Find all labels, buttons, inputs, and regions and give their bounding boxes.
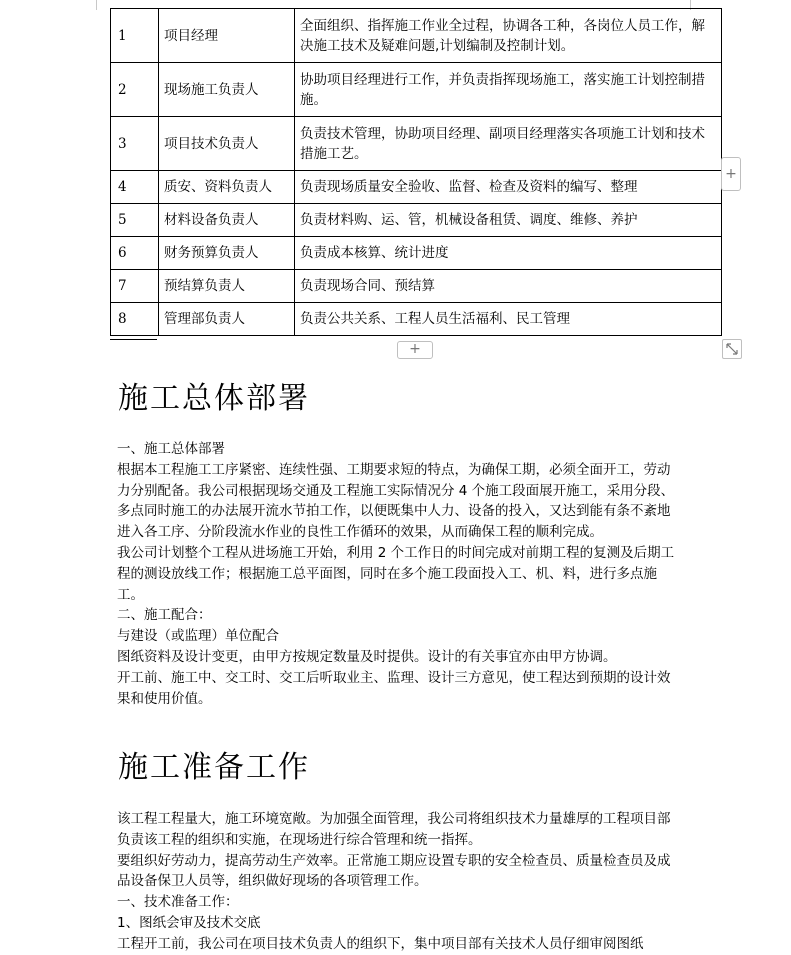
table-resize-handle[interactable] bbox=[722, 339, 742, 359]
page-margin-mark-left bbox=[96, 0, 97, 10]
row-number[interactable]: 5 bbox=[111, 204, 159, 237]
row-number[interactable]: 3 bbox=[111, 117, 159, 171]
subheading: 一、技术准备工作： bbox=[117, 894, 239, 911]
row-number[interactable]: 6 bbox=[111, 237, 159, 270]
role-title[interactable]: 项目经理 bbox=[159, 9, 295, 63]
table-row bbox=[111, 9, 722, 63]
table-row bbox=[111, 303, 722, 336]
subheading: 一、施工总体部署 bbox=[117, 441, 225, 457]
add-row-button[interactable]: + bbox=[397, 341, 433, 359]
role-title[interactable]: 质安、资料负责人 bbox=[159, 171, 295, 204]
role-title[interactable]: 财务预算负责人 bbox=[159, 237, 295, 270]
role-duty[interactable]: 负责成本核算、统计进度 bbox=[295, 237, 722, 270]
table-row bbox=[111, 237, 722, 270]
role-duty[interactable]: 协助项目经理进行工作，并负责指挥现场施工，落实施工计划控制措施。 bbox=[295, 63, 722, 117]
role-duty[interactable]: 负责现场合同、预结算 bbox=[295, 270, 722, 303]
row-number[interactable]: 4 bbox=[111, 171, 159, 204]
subheading: 1、图纸会审及技术交底 bbox=[117, 914, 261, 931]
role-duty[interactable]: 全面组织、指挥施工作业全过程，协调各工种，各岗位人员工作，解决施工技术及疑难问题,计划编制及控制计划。 bbox=[295, 9, 722, 63]
table-row bbox=[111, 204, 722, 237]
section-heading-preparation: 施工准备工作 bbox=[118, 750, 310, 785]
body-paragraph: 该工程工程量大，施工环境宽敞。为加强全面管理，我公司将组织技术力量雄厚的工程项目部负责该工程的组织和实施，在现场进行综合管理和统一指挥。 bbox=[117, 811, 671, 848]
body-paragraph: 开工前、施工中、交工时、交工后听取业主、监理、设计三方意见，使工程达到预期的设计效果和使用价值。 bbox=[117, 669, 671, 707]
add-column-button[interactable]: + bbox=[721, 157, 741, 191]
body-paragraph: 要组织好劳动力，提高劳动生产效率。正常施工期应设置专职的安全检查员、质量检查员及成品设备保卫人员等，组织做好现场的各项管理工作。 bbox=[117, 852, 671, 890]
section-heading-deployment: 施工总体部署 bbox=[118, 381, 310, 416]
table-row bbox=[111, 270, 722, 303]
body-paragraph: 与建设（或监理）单位配合 bbox=[117, 628, 279, 645]
table-row bbox=[111, 117, 722, 171]
section-body-preparation bbox=[117, 809, 677, 955]
role-duty[interactable]: 负责公共关系、工程人员生活福利、民工管理 bbox=[295, 303, 722, 336]
role-title[interactable]: 材料设备负责人 bbox=[159, 204, 295, 237]
body-paragraph: 图纸资料及设计变更，由甲方按规定数量及时提供。设计的有关事宜亦由甲方协调。 bbox=[117, 648, 617, 665]
resize-arrows-icon bbox=[723, 340, 741, 358]
row-number[interactable]: 1 bbox=[111, 9, 159, 63]
role-duty[interactable]: 负责材料购、运、管，机械设备租赁、调度、维修、养护 bbox=[295, 204, 722, 237]
role-duty[interactable]: 负责现场质量安全验收、监督、检查及资料的编写、整理 bbox=[295, 171, 722, 204]
subheading: 二、施工配合： bbox=[117, 607, 212, 624]
table-row bbox=[111, 63, 722, 117]
body-paragraph: 我公司计划整个工程从进场施工开始，利用 2 个工作日的时间完成对前期工程的复测及后期工程的测设放线工作；根据施工总平面图，同时在多个施工段面投入工、机、料，进行多点施工。 bbox=[117, 544, 675, 603]
body-paragraph: 根据本工程施工工序紧密、连续性强、工期要求短的特点，为确保工期，必须全面开工，劳动力分别配备。我公司根据现场交通及工程施工实际情况分 4 个施工段面展开施工，采用分段、多点同时施工的办法展开流水节拍工作，以便既集中人力、设备的投入，又达到能有条不紊地进入各工序、分阶段流水作业的良性工作循环的效果，从而确保工程的顺利完成。 bbox=[117, 461, 675, 541]
role-title[interactable]: 现场施工负责人 bbox=[159, 63, 295, 117]
row-number[interactable]: 8 bbox=[111, 303, 159, 336]
table-bottom-edge bbox=[110, 336, 157, 340]
role-duty[interactable]: 负责技术管理，协助项目经理、副项目经理落实各项施工计划和技术措施工艺。 bbox=[295, 117, 722, 171]
row-number[interactable]: 2 bbox=[111, 63, 159, 117]
table-row bbox=[111, 171, 722, 204]
role-title[interactable]: 预结算负责人 bbox=[159, 270, 295, 303]
role-title[interactable]: 管理部负责人 bbox=[159, 303, 295, 336]
section-body-deployment bbox=[117, 439, 677, 709]
role-title[interactable]: 项目技术负责人 bbox=[159, 117, 295, 171]
row-number[interactable]: 7 bbox=[111, 270, 159, 303]
body-paragraph: 工程开工前，我公司在项目技术负责人的组织下，集中项目部有关技术人员仔细审阅图纸 bbox=[117, 935, 644, 952]
role-responsibility-table[interactable] bbox=[110, 8, 722, 336]
